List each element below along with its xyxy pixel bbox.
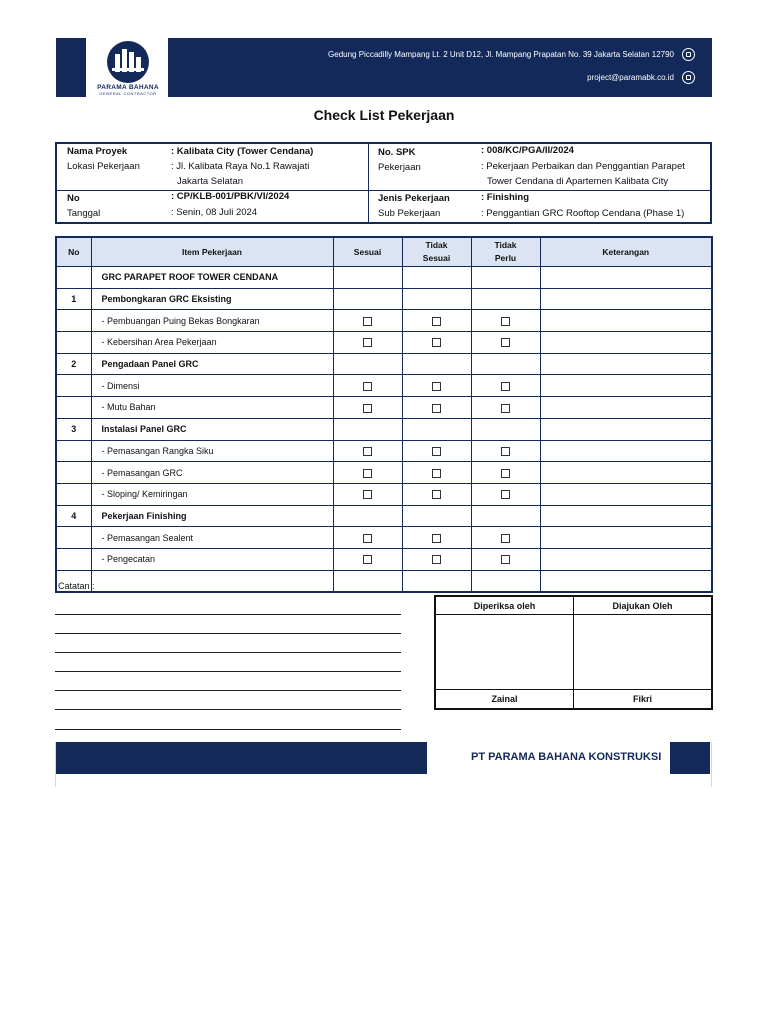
cell-sesuai xyxy=(333,418,402,440)
checkbox-sesuai[interactable] xyxy=(363,404,372,413)
header-tidak-sesuai-line1: Tidak xyxy=(425,240,448,250)
section-row xyxy=(56,353,712,375)
row-number xyxy=(56,267,91,289)
checklist-row xyxy=(56,375,712,397)
checked-by-label: Diperiksa oleh xyxy=(435,596,574,615)
checkbox-tidak-perlu[interactable] xyxy=(501,382,510,391)
cell-sesuai xyxy=(333,462,402,484)
notes-line[interactable] xyxy=(55,614,401,615)
row-item: Pengadaan Panel GRC xyxy=(91,353,333,375)
no-value: : CP/KLB-001/PBK/VI/2024 xyxy=(171,191,290,202)
checklist-row xyxy=(56,332,712,354)
cell-tidak-sesuai xyxy=(402,288,471,310)
footer-edge-right xyxy=(711,742,712,787)
company-address: Gedung Piccadilly Mampang Lt. 2 Unit D12, Jl. Mampang Prapatan No. 39 Jakarta Selatan 12790 xyxy=(328,50,674,59)
row-number: 2 xyxy=(56,353,91,375)
submitted-by-label: Diajukan Oleh xyxy=(574,596,713,615)
notes-line[interactable] xyxy=(55,709,401,710)
cell-tidak-sesuai xyxy=(402,375,471,397)
cell-keterangan[interactable] xyxy=(540,397,712,419)
header-tidak-perlu-line2: Perlu xyxy=(494,253,517,263)
lokasi-value-line1: : Jl. Kalibata Raya No.1 Rawajati xyxy=(171,161,310,172)
cell-keterangan[interactable] xyxy=(540,353,712,375)
checked-by-signature-area[interactable] xyxy=(435,615,574,690)
cell-sesuai xyxy=(333,332,402,354)
cell-sesuai xyxy=(333,527,402,549)
info-divider-horizontal xyxy=(57,190,710,191)
cell-tidak-perlu xyxy=(471,267,540,289)
checkbox-tidak-perlu[interactable] xyxy=(501,469,510,478)
footer-company-name: PT PARAMA BAHANA KONSTRUKSI xyxy=(471,751,662,763)
cell-keterangan[interactable] xyxy=(540,332,712,354)
lokasi-label: Lokasi Pekerjaan xyxy=(67,161,140,172)
row-number xyxy=(56,375,91,397)
header-tidak-sesuai-line2: Sesuai xyxy=(422,253,451,263)
email-icon xyxy=(682,71,695,84)
checklist-row xyxy=(56,397,712,419)
spk-value: : 008/KC/PGA/II/2024 xyxy=(481,145,574,156)
cell-keterangan[interactable] xyxy=(540,462,712,484)
cell-tidak-sesuai xyxy=(402,440,471,462)
checkbox-tidak-sesuai[interactable] xyxy=(432,555,441,564)
cell-sesuai xyxy=(333,288,402,310)
lokasi-value-line2: Jakarta Selatan xyxy=(177,176,244,187)
cell-tidak-perlu xyxy=(471,288,540,310)
cell-keterangan[interactable] xyxy=(540,267,712,289)
checklist-row xyxy=(56,440,712,462)
notes-line[interactable] xyxy=(55,690,401,691)
logo-company-sub: GENERAL CONTRACTOR xyxy=(99,91,157,96)
building-icon xyxy=(682,48,695,61)
cell-tidak-sesuai xyxy=(402,418,471,440)
page-title: Check List Pekerjaan xyxy=(313,107,455,123)
jenis-label: Jenis Pekerjaan xyxy=(378,193,450,204)
row-item xyxy=(91,570,333,592)
notes-line[interactable] xyxy=(55,633,401,634)
section-row xyxy=(56,418,712,440)
info-divider-vertical xyxy=(368,144,369,222)
cell-tidak-perlu xyxy=(471,375,540,397)
logo-company-name: PARAMA BAHANA xyxy=(97,84,159,91)
signature-table xyxy=(434,595,713,710)
cell-tidak-perlu xyxy=(471,310,540,332)
row-number: 1 xyxy=(56,288,91,310)
jenis-value: : Finishing xyxy=(481,192,530,203)
header-tidak-sesuai xyxy=(402,237,471,267)
row-item: Pembongkaran GRC Eksisting xyxy=(91,288,333,310)
cell-sesuai xyxy=(333,505,402,527)
checklist-row xyxy=(56,527,712,549)
row-item: - Pemasangan Sealent xyxy=(91,527,333,549)
cell-tidak-perlu xyxy=(471,332,540,354)
checkbox-sesuai[interactable] xyxy=(363,338,372,347)
checkbox-tidak-sesuai[interactable] xyxy=(432,490,441,499)
footer-bar xyxy=(56,742,427,774)
cell-tidak-perlu xyxy=(471,527,540,549)
cell-keterangan[interactable] xyxy=(540,527,712,549)
table-header-row xyxy=(56,237,712,267)
cell-tidak-sesuai xyxy=(402,267,471,289)
checkbox-sesuai[interactable] xyxy=(363,534,372,543)
cell-tidak-sesuai xyxy=(402,505,471,527)
section-row xyxy=(56,267,712,289)
project-info-block xyxy=(55,142,712,224)
cell-keterangan[interactable] xyxy=(540,375,712,397)
pekerjaan-label: Pekerjaan xyxy=(378,162,421,173)
cell-sesuai xyxy=(333,310,402,332)
checkbox-sesuai[interactable] xyxy=(363,490,372,499)
blank-row xyxy=(56,570,712,592)
checkbox-sesuai[interactable] xyxy=(363,555,372,564)
tanggal-label: Tanggal xyxy=(67,208,101,219)
cell-tidak-perlu xyxy=(471,353,540,375)
cell-tidak-sesuai xyxy=(402,462,471,484)
cell-tidak-sesuai xyxy=(402,353,471,375)
cell-sesuai xyxy=(333,440,402,462)
cell-tidak-perlu xyxy=(471,570,540,592)
notes-label: Catatan : xyxy=(58,581,95,591)
row-item: Pekerjaan Finishing xyxy=(91,505,333,527)
checkbox-tidak-perlu[interactable] xyxy=(501,317,510,326)
checkbox-sesuai[interactable] xyxy=(363,317,372,326)
cell-keterangan[interactable] xyxy=(540,483,712,505)
checklist-row xyxy=(56,462,712,484)
row-item: - Sloping/ Kemiringan xyxy=(91,483,333,505)
cell-sesuai xyxy=(333,267,402,289)
cell-keterangan[interactable] xyxy=(540,288,712,310)
checkbox-tidak-perlu[interactable] xyxy=(501,447,510,456)
sub-pekerjaan-label: Sub Pekerjaan xyxy=(378,208,441,219)
checklist-row xyxy=(56,548,712,570)
cell-sesuai xyxy=(333,483,402,505)
cell-sesuai xyxy=(333,375,402,397)
cell-tidak-perlu xyxy=(471,483,540,505)
cell-keterangan[interactable] xyxy=(540,418,712,440)
header-item: Item Pekerjaan xyxy=(91,237,333,267)
logo-emblem-icon xyxy=(102,40,154,84)
cell-tidak-sesuai xyxy=(402,310,471,332)
row-number xyxy=(56,310,91,332)
spk-label: No. SPK xyxy=(378,147,416,158)
cell-sesuai xyxy=(333,353,402,375)
cell-tidak-sesuai xyxy=(402,483,471,505)
checkbox-tidak-sesuai[interactable] xyxy=(432,469,441,478)
row-item: - Mutu Bahan xyxy=(91,397,333,419)
cell-keterangan[interactable] xyxy=(540,548,712,570)
checked-by-name: Zainal xyxy=(435,690,574,710)
row-number xyxy=(56,332,91,354)
submitted-by-name: Fikri xyxy=(574,690,713,710)
row-item: Instalasi Panel GRC xyxy=(91,418,333,440)
row-item: - Pemasangan Rangka Siku xyxy=(91,440,333,462)
cell-keterangan[interactable] xyxy=(540,440,712,462)
cell-tidak-perlu xyxy=(471,397,540,419)
row-number xyxy=(56,483,91,505)
cell-keterangan[interactable] xyxy=(540,505,712,527)
checklist-table xyxy=(55,236,713,593)
checkbox-sesuai[interactable] xyxy=(363,447,372,456)
cell-sesuai xyxy=(333,570,402,592)
cell-keterangan[interactable] xyxy=(540,310,712,332)
nama-proyek-value: : Kalibata City (Tower Cendana) xyxy=(171,146,314,157)
checkbox-tidak-sesuai[interactable] xyxy=(432,338,441,347)
row-number xyxy=(56,397,91,419)
company-email[interactable]: project@paramabk.co.id xyxy=(587,73,674,82)
checklist-row xyxy=(56,310,712,332)
cell-tidak-perlu xyxy=(471,462,540,484)
row-item: GRC PARAPET ROOF TOWER CENDANA xyxy=(91,267,333,289)
tanggal-value: : Senin, 08 Juli 2024 xyxy=(171,207,258,218)
cell-sesuai xyxy=(333,397,402,419)
header-left-block xyxy=(56,38,86,97)
checkbox-tidak-sesuai[interactable] xyxy=(432,404,441,413)
checklist-row xyxy=(56,483,712,505)
no-label: No xyxy=(67,193,80,204)
sub-pekerjaan-value: : Penggantian GRC Rooftop Cendana (Phase 1) xyxy=(481,208,685,219)
row-item: - Pengecatan xyxy=(91,548,333,570)
row-item: - Pemasangan GRC xyxy=(91,462,333,484)
row-number xyxy=(56,548,91,570)
row-number xyxy=(56,440,91,462)
row-item: - Kebersihan Area Pekerjaan xyxy=(91,332,333,354)
checkbox-tidak-sesuai[interactable] xyxy=(432,317,441,326)
row-number: 4 xyxy=(56,505,91,527)
checkbox-tidak-perlu[interactable] xyxy=(501,490,510,499)
cell-tidak-perlu xyxy=(471,418,540,440)
pekerjaan-value-line1: : Pekerjaan Perbaikan dan Penggantian Parapet xyxy=(481,161,685,172)
cell-keterangan[interactable] xyxy=(540,570,712,592)
header-no: No xyxy=(56,237,91,267)
cell-tidak-sesuai xyxy=(402,548,471,570)
row-number xyxy=(56,462,91,484)
checkbox-tidak-sesuai[interactable] xyxy=(432,447,441,456)
header-sesuai: Sesuai xyxy=(333,237,402,267)
cell-sesuai xyxy=(333,548,402,570)
checkbox-tidak-sesuai[interactable] xyxy=(432,382,441,391)
checkbox-sesuai[interactable] xyxy=(363,469,372,478)
header-tidak-perlu-line1: Tidak xyxy=(494,240,517,250)
row-number: 3 xyxy=(56,418,91,440)
checkbox-tidak-perlu[interactable] xyxy=(501,534,510,543)
pekerjaan-value-line2: Tower Cendana di Apartemen Kalibata City xyxy=(487,176,669,187)
notes-line[interactable] xyxy=(55,652,401,653)
cell-tidak-sesuai xyxy=(402,332,471,354)
cell-tidak-perlu xyxy=(471,548,540,570)
cell-tidak-perlu xyxy=(471,440,540,462)
cell-tidak-sesuai xyxy=(402,570,471,592)
section-row xyxy=(56,505,712,527)
submitted-by-signature-area[interactable] xyxy=(574,615,713,690)
row-number xyxy=(56,527,91,549)
cell-tidak-perlu xyxy=(471,505,540,527)
cell-tidak-sesuai xyxy=(402,527,471,549)
row-item: - Pembuangan Puing Bekas Bongkaran xyxy=(91,310,333,332)
checkbox-tidak-perlu[interactable] xyxy=(501,555,510,564)
section-row xyxy=(56,288,712,310)
row-item: - Dimensi xyxy=(91,375,333,397)
notes-line[interactable] xyxy=(55,671,401,672)
nama-proyek-label: Nama Proyek xyxy=(67,146,128,157)
footer-square xyxy=(670,742,710,774)
checkbox-sesuai[interactable] xyxy=(363,382,372,391)
company-logo xyxy=(86,38,168,97)
checkbox-tidak-perlu[interactable] xyxy=(501,338,510,347)
checkbox-tidak-perlu[interactable] xyxy=(501,404,510,413)
cell-tidak-sesuai xyxy=(402,397,471,419)
header-tidak-perlu xyxy=(471,237,540,267)
notes-line[interactable] xyxy=(55,729,401,730)
header-keterangan: Keterangan xyxy=(540,237,712,267)
checkbox-tidak-sesuai[interactable] xyxy=(432,534,441,543)
header-bar xyxy=(168,38,712,97)
